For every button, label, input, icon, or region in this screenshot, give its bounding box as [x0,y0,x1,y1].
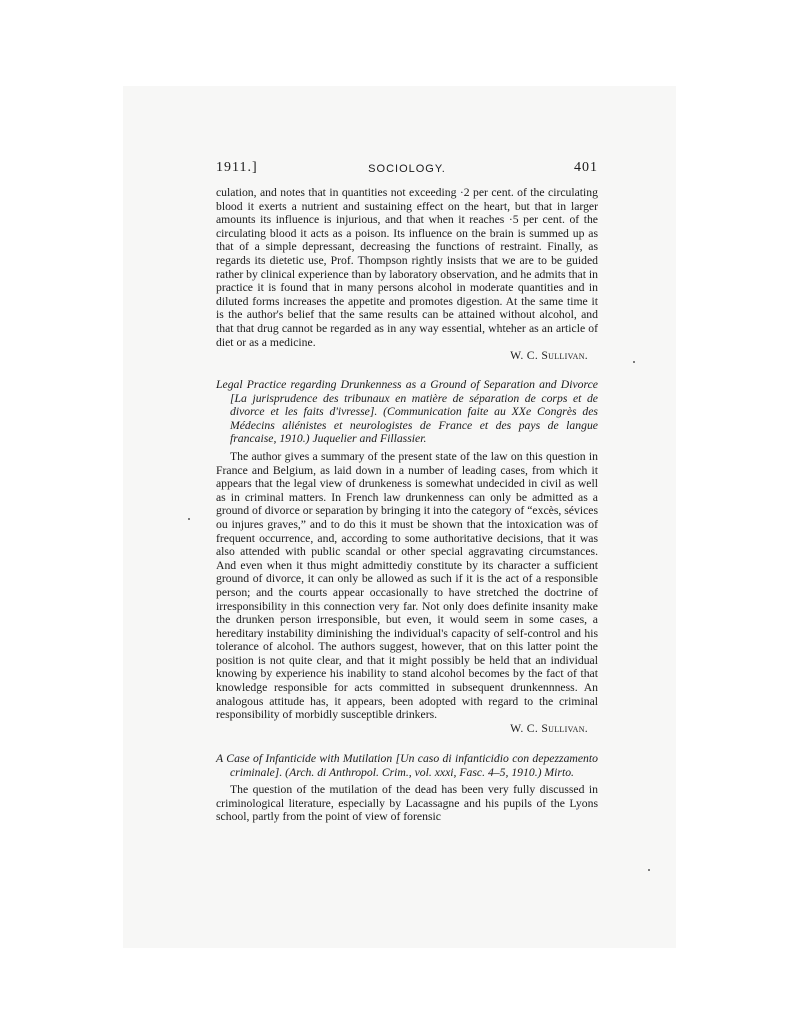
header-section-title: SOCIOLOGY. [368,163,446,175]
header-page-number: 401 [574,160,598,175]
review-infanticide [216,752,598,824]
review-title: Legal Practice regarding Drunkenness as a Ground of Separation and Divorce [La jurisprudence des tribunaux en matière de séparation de corps et de divorce et les faits d'ivresse]. (Communication faite au XXe Congrès des Médecins aliénistes et neurologistes de France et des pays de langue francaise, 1910.) Juquelier and Fillassier. [216,378,598,446]
review-signature: W. C. Sullivan. [510,721,588,735]
review-paragraph: The question of the mutilation of the dead has been very fully discussed in criminological literature, especially by Lacassagne and his pupils of the Lyons school, partly from the point of view of forensic [216,783,598,824]
review-legal-practice [216,378,598,735]
stray-mark [633,361,635,363]
review-title: A Case of Infanticide with Mutilation [Un caso di infanticidio con depezzamento criminale]. (Arch. di Anthropol. Crim., vol. xxxi, Fasc. 4–5, 1910.) Mirto. [216,752,598,779]
review-continued [216,186,598,363]
running-head [216,160,598,178]
header-year: 1911.] [216,160,258,175]
stray-mark [188,518,190,520]
review-paragraph: The author gives a summary of the present state of the law on this question in France and Belgium, as laid down in a number of leading cases, from which it appears that the legal view of drunkeness is somewhat undecided in civil as well as in criminal matters. In French law drunkenness can only be admitted as a ground of divorce or separation by bringing it into the category of “excès, sévices ou injures graves,” and to do this it must be shown that the intoxication was of frequent occurrence, and, according to some authoritative decisions, that it was also attended with public scandal or other special aggravating circumstances. And even when it thus might admittediy constitute by its character a sufficient ground of divorce, it can only be allowed as such if it is the act of a responsible person; and the courts appear occasionally to have stretched the doctrine of irresponsibility in this connection very far. Not only does definite insanity make the drunken person irresponsible, but even, it would seem in some cases, a hereditary instability diminishing the individual's capacity of self-control and his tolerance of alcohol. The authors suggest, however, that on this latter point the position is not quite clear, and that it might possibly be held that an individual knowing by experience his inability to stand alcohol becomes by the fact of that knowledge responsible for acts committed in subsequent drunkennness. An analogous attitude has, it appears, been adopted with regard to the criminal responsibility of morbidly susceptible drinkers. [216,449,598,722]
stray-mark [648,869,650,871]
continued-paragraph: culation, and notes that in quantities not exceeding ·2 per cent. of the circulating blood it exerts a nutrient and sustaining effect on the heart, but that in larger amounts its influence is injurious, and that when it reaches ·5 per cent. of the circulating blood it acts as a poison. Its influence on the brain is summed up as that of a simple depressant, decreasing the functions of restraint. Finally, as regards its dietetic use, Prof. Thompson rightly insists that we are to be guided rather by clinical experience than by laboratory observation, and he admits that in practice it is found that in many persons alcohol in moderate quantities and in diluted forms increases the appetite and promotes digestion. At the same time it is the author's belief that the same results can be attained without alcohol, and that that drug cannot be regarded as in any way essential, whteher as an article of diet or as a medicine. [216,186,598,349]
review-signature: W. C. Sullivan. [510,349,588,363]
